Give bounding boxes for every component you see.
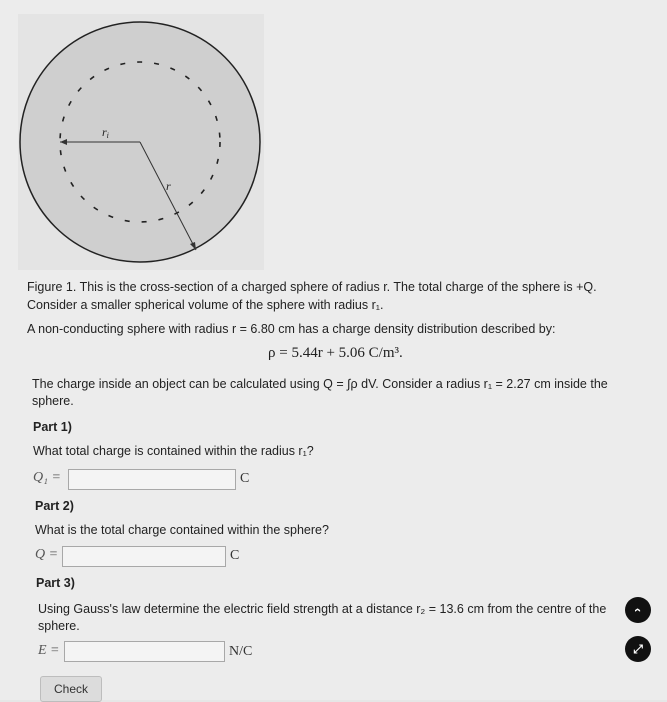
expand-button[interactable]: [625, 636, 651, 662]
part2-input-label: Q =: [35, 547, 59, 562]
method-line-2: sphere.: [32, 394, 74, 408]
label-ri: ri: [102, 125, 109, 140]
expand-arrows-icon: ⤢: [633, 642, 643, 656]
part3-answer-input[interactable]: [64, 641, 225, 662]
chevron-up-icon: ‹: [631, 607, 646, 613]
caption-line-1: Figure 1. This is the cross-section of a charged sphere of radius r. The total charge of the sphere is +Q.: [27, 280, 597, 294]
part2-answer-input[interactable]: [62, 546, 226, 567]
part3-question-line-1: Using Gauss's law determine the electric field strength at a distance r₂ = 13.6 cm from the centre of the: [38, 602, 607, 616]
method-line-1: The charge inside an object can be calculated using Q = ∫ρ dV. Consider a radius r₁ = 2.27 cm inside the: [32, 377, 608, 391]
part1-heading: Part 1): [33, 420, 72, 434]
figure-caption: [27, 278, 627, 314]
caption-line-2: Consider a smaller spherical volume of the sphere with radius r₁.: [27, 298, 384, 312]
sphere-figure: [18, 14, 264, 270]
check-button[interactable]: Check: [40, 676, 102, 702]
part1-answer-input[interactable]: [68, 469, 236, 490]
collapse-up-button[interactable]: [625, 597, 651, 623]
density-equation: ρ = 5.44r + 5.06 C/m³.: [268, 345, 403, 361]
part3-question-line-2: sphere.: [38, 619, 80, 633]
part1-question: What total charge is contained within the radius r₁?: [33, 444, 314, 458]
sphere-diagram: [18, 14, 264, 270]
part3-input-label: E =: [38, 643, 60, 658]
label-r: r: [166, 179, 171, 193]
part1-input-label: Q₁ =: [33, 470, 61, 485]
part2-heading: Part 2): [35, 499, 74, 513]
part3-unit: N/C: [229, 644, 253, 659]
part3-heading: Part 3): [36, 576, 75, 590]
part2-unit: C: [230, 548, 240, 563]
part2-question: What is the total charge contained within the sphere?: [35, 523, 329, 537]
part1-unit: C: [240, 471, 250, 486]
problem-intro: A non-conducting sphere with radius r = 6.80 cm has a charge density distribution described by:: [27, 322, 556, 336]
